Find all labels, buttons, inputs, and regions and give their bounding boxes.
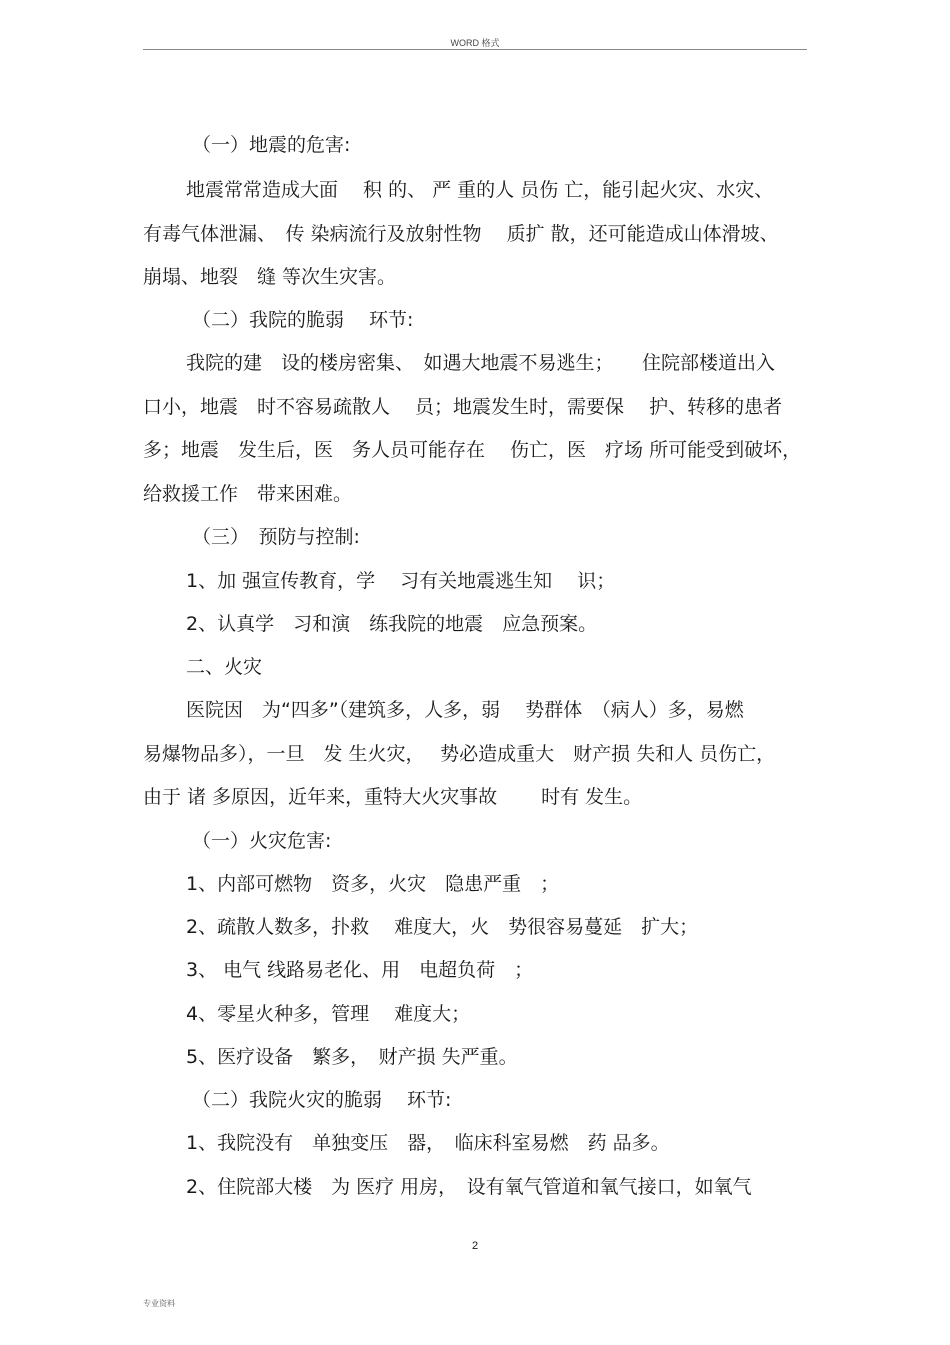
section-heading-hospital-weak-links: （二）我院的脆弱 环节: (192, 309, 414, 331)
paragraph-line: 由于 诸 多原因，近年来，重特大火灾事故 时有 发生。 (143, 786, 643, 808)
list-item: 4、零星火种多，管理 难度大； (186, 1003, 471, 1025)
paragraph-line: 崩塌、地裂 缝 等次生灾害。 (143, 266, 397, 288)
list-item: 3、 电气 线路易老化、用 电超负荷 ； (186, 959, 534, 981)
list-item: 1、我院没有 单独变压 器， 临床科室易燃 药 品多。 (186, 1132, 670, 1154)
section-heading-fire: 二、火灾 (186, 656, 263, 678)
list-item: 1、加 强宣传教育，学 习有关地震逃生知 识； (186, 570, 616, 592)
paragraph-line: 口小，地震 时不容易疏散人 员；地震发生时，需要保 护、转移的患者 (143, 396, 783, 418)
section-heading-prevention-control: （三） 预防与控制: (192, 526, 360, 548)
list-item: 2、疏散人数多，扑救 难度大，火 势很容易蔓延 扩大； (186, 916, 699, 938)
section-heading-fire-weak-links: （二）我院火灾的脆弱 环节: (192, 1089, 452, 1111)
paragraph-line: 我院的建 设的楼房密集、 如遇大地震不易逃生； 住院部楼道出入 (186, 352, 776, 374)
page-header: WORD 格式 (450, 38, 500, 48)
list-item: 1、内部可燃物 资多，火灾 隐患严重 ； (186, 873, 560, 895)
paragraph-line: 多；地震 发生后，医 务人员可能存在 伤亡，医 疗场 所可能受到破坏， (143, 439, 802, 461)
paragraph-line: 给救援工作 带来困难。 (143, 483, 353, 505)
paragraph-line: 医院因 为“四多”（建筑多，人多，弱 势群体 （病人）多，易燃 (186, 699, 744, 721)
section-heading-fire-hazards: （一）火灾危害: (192, 830, 332, 852)
section-heading-earthquake-hazards: （一）地震的危害: (192, 134, 351, 156)
header-rule (143, 49, 807, 50)
list-item: 2、认真学 习和演 练我院的地震 应急预案。 (186, 613, 598, 635)
list-item: 5、医疗设备 繁多， 财产损 失严重。 (186, 1046, 518, 1068)
page-footer: 专业资料 (143, 1299, 175, 1308)
list-item: 2、住院部大楼 为 医疗 用房， 设有氧气管道和氧气接口，如氧气 (186, 1176, 752, 1198)
paragraph-line: 地震常常造成大面 积 的、 严 重的人 员伤 亡，能引起火灾、水灾、 (186, 179, 774, 201)
paragraph-line: 有毒气体泄漏、 传 染病流行及放射性物 质扩 散，还可能造成山体滑坡、 (143, 223, 779, 245)
paragraph-line: 易爆物品多），一旦 发 生火灾， 势必造成重大 财产损 失和人 员伤亡， (143, 743, 776, 765)
page-number: 2 (471, 1240, 479, 1252)
